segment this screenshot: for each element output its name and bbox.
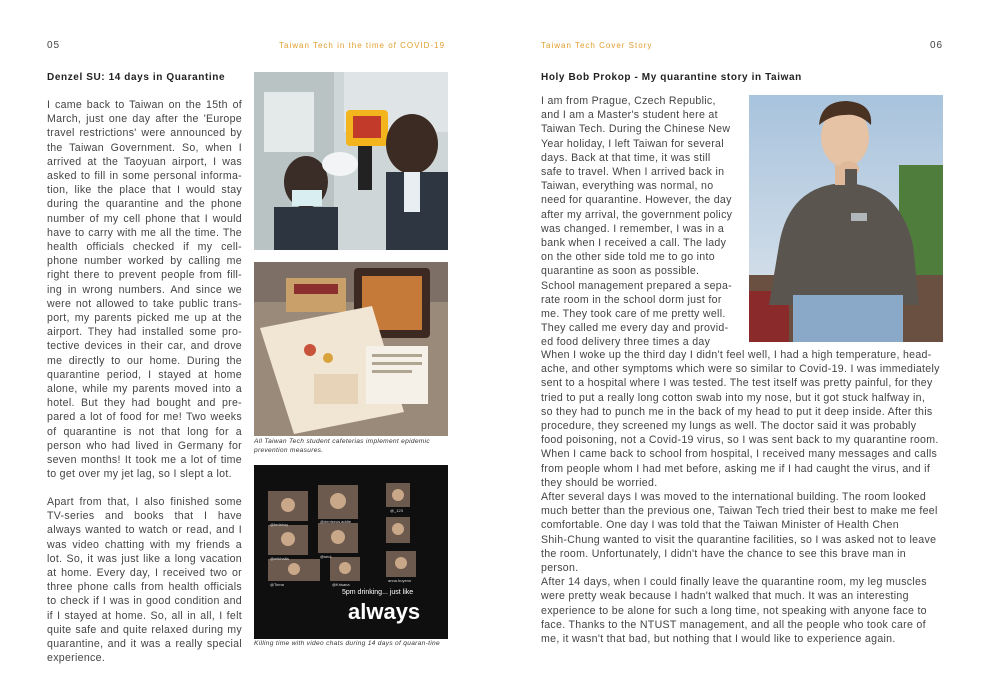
video-chat-handle: anna.huyenn (388, 578, 412, 583)
video-chat-handle: @_123 (390, 508, 403, 513)
video-chat-handle: @mikhaila (270, 556, 289, 561)
cafeteria-food-photo (254, 262, 448, 436)
right-wide-text: When I woke up the third day I didn't feel well, I had a high temperature, head- ache, and other symptoms which were so similar to Covid-19. I was immediately sent to a hospital where I was tested. The test itself was pretty painful, for they tried to put a really long cotton swab into my nose, but it got stuck halfway in, so they had to punch me in the back of my head to put it deep inside. After this procedure, they screened my lungs as well. The doctor said it was probably food poisoning, not a Covid-19 virus, so I was sent back to my quarantine room. When I came back to school from hospital, I received many messages and calls from people whom I had met before, asking me if I had caught the virus, and if they should be worried. After several days I was moved to the international building. The room looked much better than the previous one, Taiwan Tech tried their best to make me feel comfortable. One day I was told that the Taiwan Minister of Health Chen Shih-Chung wanted to visit the quarantine facilities, so I was asked not to leave the room. Unfortunately, I didn't have the chance to see this brave man in person. After 14 days, when I could finally leave the quarantine room, my leg muscles were pretty weak because I hadn't walked that much. It was an interesting experience to be alone for such a long time, not speaking with anyone face to face. Thanks to the NTUST management, and all the people who took care of me, it wasn't that bad, but nothing that I would like to experience again. (541, 349, 940, 646)
right-running-head: Taiwan Tech Cover Story (541, 41, 653, 50)
right-narrow-text: I am from Prague, Czech Republic, and I am a Master's student here at Taiwan Tech. During the Chinese New Year holiday, I left Taiwan for several days. Back at that time, it was still safe to travel. When I arrived back in Taiwan, everything was normal, no need for quarantine. However, the day after my arrival, the government policy was changed. I remember, I was in a bank when I received a call. The lady on the other side told me to go into quarantine as soon as possible. School management prepared a sepa- rate room in the school dorm just for me. They took care of me pretty well. They called me every day and provid- ed food delivery three times a day (541, 95, 733, 349)
cafeteria-caption: All Taiwan Tech student cafeterias implement epidemic prevention measures. (254, 438, 430, 454)
right-page-number: 06 (930, 40, 944, 51)
temperature-screening-photo (254, 72, 448, 250)
video-chat-overlay-text: 5pm drinking... just like (342, 589, 414, 596)
video-chat-handle: @tedsboy (270, 522, 289, 527)
right-article-title: Holy Bob Prokop - My quarantine story in Taiwan (541, 72, 802, 83)
video-chat-screenshot (254, 465, 448, 639)
left-page-number: 05 (47, 40, 61, 51)
video-chat-handle: @Toma (270, 582, 284, 587)
left-article-title: Denzel SU: 14 days in Quarantine (47, 72, 226, 83)
video-chat-caption: Killing time with video chats during 14 days of quaran-tine (254, 640, 440, 647)
video-chat-handle: @deniseus.addie (320, 519, 351, 524)
video-chat-big-word: always (348, 599, 421, 624)
left-paragraph-2: Apart from that, I also finished some TV-series and books that I have always wanted to watch or read, and I was video chatting with my friends a lot. So, it was just like a long vacation at home. Every day, I received two or three phone calls from health officials to check if I was in good condition and if I stayed at home. So, all in all, I felt quite safe and quite relaxed during my quarantine, and it was a really special experience. (47, 496, 242, 665)
left-paragraph-1: I came back to Taiwan on the 15th of March, just one day after the 'Europe travel restrictions' were announced by the Taiwan Government. So, when I arrived at the Taoyuan airport, I was asked to fill in some personal informa-tion, like the place that I would stay during the quarantine and the phone number of my cell phone that I would have to carry with me all the time. The health officials checked if my cell-phone number worked by calling me right there to prevent people from fill-ing in wrong numbers. And since we were not allowed to take public trans-port, my parents picked me up at the airport. They had installed some pro-tective devices in their car, and drove me directly to our home. During the quarantine period, I stayed at home alone, while my parents moved into a hotel. But they had bought and pre-pared a lot of food for me! Two weeks of quarantine is not that long for a person who had lived in Germany for seven months! It took me a lot of time to get over my jet lag, so I slept a lot. (47, 99, 242, 481)
left-running-head: Taiwan Tech in the time of COVID-19 (279, 41, 446, 50)
video-chat-handle: @seul (320, 554, 332, 559)
video-chat-handle: @Krisana (332, 582, 350, 587)
student-portrait-photo (749, 95, 943, 342)
